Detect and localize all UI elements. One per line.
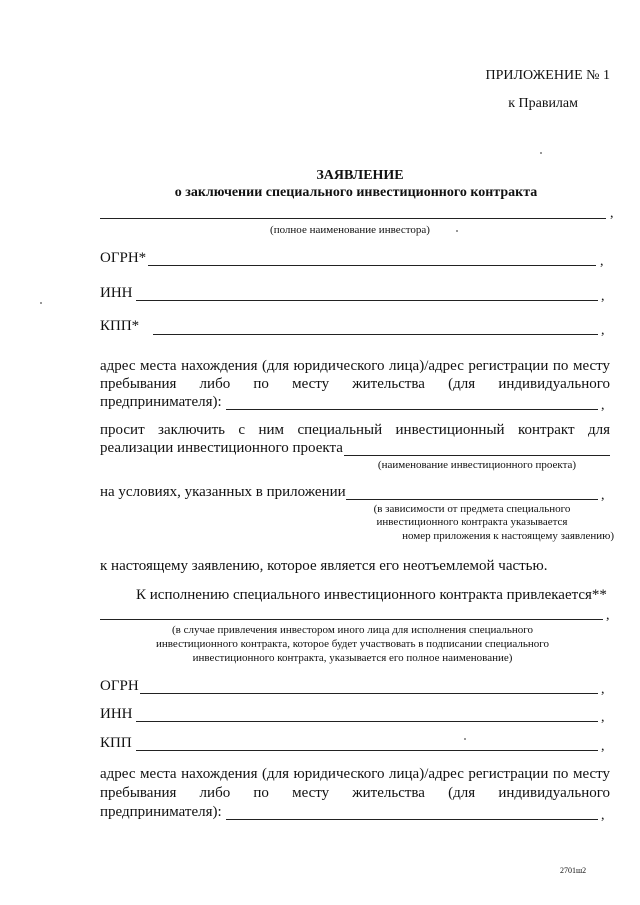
comma: ,: [601, 739, 605, 754]
third-party-address-line1: адрес места нахождения (для юридического лица)/адрес регистрации по месту: [100, 766, 610, 782]
scan-speck: [540, 152, 542, 154]
rules-reference: к Правилам: [508, 96, 578, 111]
comma: ,: [601, 289, 605, 304]
third-party-address-line2: пребывания либо по месту жительства (для индивидуального: [100, 785, 610, 801]
third-party-ogrn-field[interactable]: [140, 693, 598, 694]
comma: ,: [600, 254, 604, 269]
third-party-address-line3: предпринимателя):: [100, 804, 222, 820]
third-party-kpp-label: КПП: [100, 735, 132, 751]
comma: ,: [601, 323, 605, 338]
address-field[interactable]: [226, 409, 598, 410]
appendix-number-field[interactable]: [346, 499, 598, 500]
third-party-hint-line1: (в случае привлечения инвестором иного лица для исполнения специального: [172, 624, 533, 636]
ogrn-field[interactable]: [148, 265, 596, 266]
comma: ,: [610, 206, 614, 221]
scan-speck: [456, 230, 458, 232]
footer-code: 2701ш2: [560, 866, 587, 875]
kpp-label: КПП*: [100, 318, 140, 334]
scan-speck: [40, 302, 42, 304]
comma: ,: [601, 710, 605, 725]
appendix-number: ПРИЛОЖЕНИЕ № 1: [485, 68, 610, 83]
investor-name-field[interactable]: [100, 218, 606, 219]
third-party-name-field[interactable]: [100, 619, 603, 620]
ogrn-label: ОГРН*: [100, 250, 147, 266]
inn-field[interactable]: [136, 300, 598, 301]
comma: ,: [601, 808, 605, 823]
document-title: ЗАЯВЛЕНИЕ: [316, 168, 404, 183]
third-party-address-field[interactable]: [226, 819, 598, 820]
request-text-line1: просит заключить с ним специальный инвестиционный контракт для: [100, 422, 610, 438]
address-text-line2: пребывания либо по месту жительства (для индивидуального: [100, 376, 610, 392]
third-party-inn-field[interactable]: [136, 721, 598, 722]
document-subtitle: о заключении специального инвестиционного контракта: [174, 185, 538, 200]
address-text-line1: адрес места нахождения (для юридического лица)/адрес регистрации по месту: [100, 358, 610, 374]
appendix-hint-line3: номер приложения к настоящему заявлению): [402, 530, 614, 542]
appendix-hint-line2: инвестиционного контракта указывается: [376, 516, 568, 528]
comma: ,: [601, 682, 605, 697]
project-name-field[interactable]: [344, 455, 610, 456]
comma: ,: [601, 398, 605, 413]
conditions-text: на условиях, указанных в приложении: [100, 484, 346, 500]
third-party-ogrn-label: ОГРН: [100, 678, 139, 694]
request-text-line2: реализации инвестиционного проекта: [100, 440, 343, 456]
third-party-heading: К исполнению специального инвестиционного контракта привлекается**: [136, 587, 607, 603]
third-party-inn-label: ИНН: [100, 706, 133, 722]
third-party-hint-line3: инвестиционного контракта, указывается его полное наименование): [192, 652, 513, 664]
closing-text: к настоящему заявлению, которое является его неотъемлемой частью.: [100, 558, 548, 574]
kpp-field[interactable]: [153, 334, 598, 335]
address-text-line3: предпринимателя):: [100, 394, 222, 410]
investor-name-hint: (полное наименование инвестора): [270, 224, 430, 236]
comma: ,: [606, 608, 610, 623]
third-party-kpp-field[interactable]: [136, 750, 598, 751]
appendix-hint-line1: (в зависимости от предмета специального: [373, 503, 571, 515]
third-party-hint-line2: инвестиционного контракта, которое будет участвовать в подписании специального: [156, 638, 549, 650]
inn-label: ИНН: [100, 285, 133, 301]
comma: ,: [601, 488, 605, 503]
scan-speck: [464, 738, 466, 740]
project-name-hint: (наименование инвестиционного проекта): [377, 459, 577, 471]
